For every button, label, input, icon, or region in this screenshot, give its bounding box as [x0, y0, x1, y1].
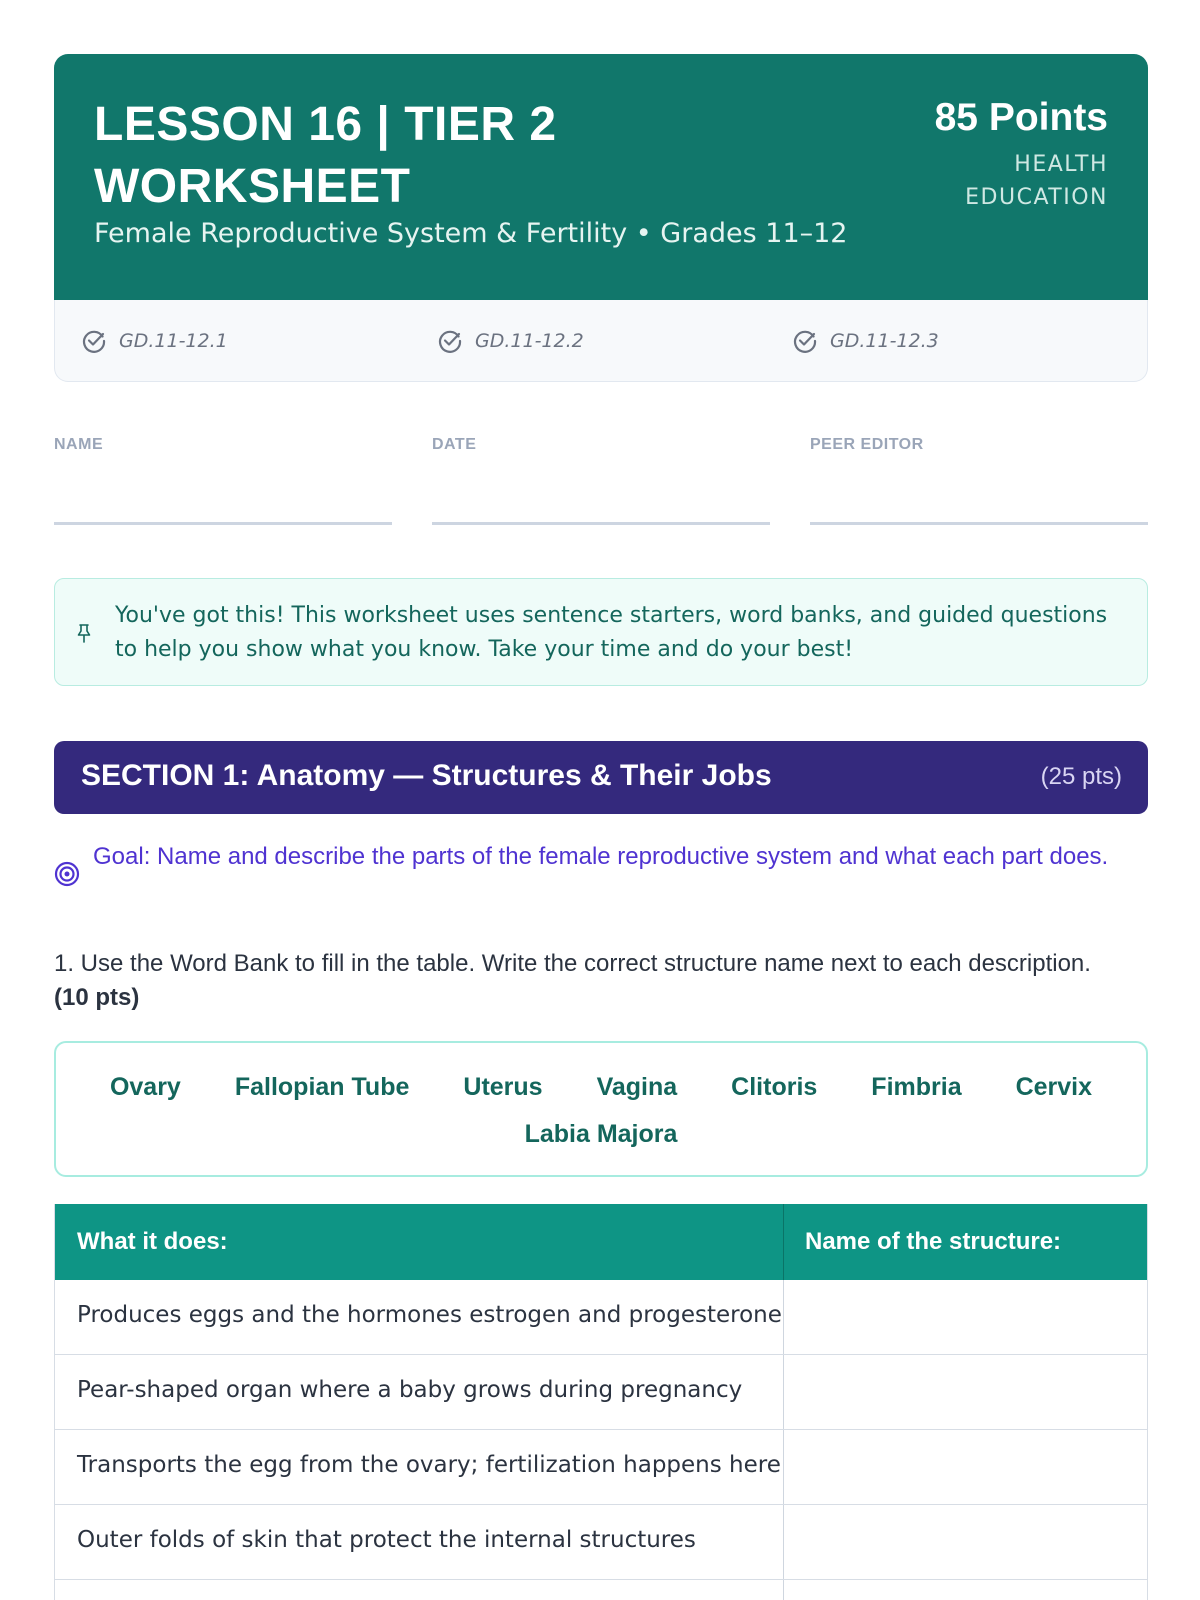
table-cell-description: Transports the egg from the ovary; fertilization happens here: [77, 1452, 781, 1478]
peer-editor-field[interactable]: [810, 436, 1148, 454]
table-cell-description: Outer folds of skin that protect the internal structures: [77, 1527, 696, 1553]
section-header: [54, 741, 1148, 814]
question-points: (10 pts): [54, 984, 140, 1011]
check-circle-icon: [792, 328, 818, 354]
check-circle-icon: [81, 328, 107, 354]
word-bank-term: Cervix: [1015, 1073, 1093, 1101]
table-cell-description: Pear-shaped organ where a baby grows during pregnancy: [77, 1377, 743, 1403]
standard-item: [437, 327, 584, 355]
answer-cell[interactable]: [783, 1580, 784, 1600]
table-row: [55, 1505, 1147, 1580]
total-points: 85 Points: [934, 96, 1108, 139]
standard-code: GD.11-12.1: [119, 330, 228, 352]
header-banner: [54, 54, 1148, 300]
answer-cell[interactable]: [783, 1355, 784, 1429]
date-line[interactable]: [432, 522, 770, 525]
standard-code: GD.11-12.3: [830, 330, 939, 352]
standard-item: [792, 327, 939, 355]
subject-label: HEALTH EDUCATION: [965, 152, 1108, 210]
page-subtitle: Female Reproductive System & Fertility • Grades 11–12: [94, 218, 848, 249]
page-title: LESSON 16 | TIER 2 WORKSHEET: [94, 98, 557, 213]
section-goal: Goal: Name and describe the parts of the female reproductive system and what each part does.: [93, 843, 1109, 870]
peer-editor-label: PEER EDITOR: [810, 436, 924, 453]
peer-editor-line[interactable]: [810, 522, 1148, 525]
table-row: [55, 1430, 1147, 1505]
table-row: [55, 1580, 1147, 1600]
word-bank-term: Fimbria: [871, 1073, 962, 1101]
word-bank-term: Uterus: [463, 1073, 543, 1101]
question-text: 1. Use the Word Bank to fill in the table. Write the correct structure name next to each description.: [54, 950, 1091, 977]
name-line[interactable]: [54, 522, 392, 525]
table-header: [55, 1204, 1147, 1280]
encouragement-box: [54, 578, 1148, 686]
answer-cell[interactable]: [783, 1280, 784, 1354]
word-bank-term: Vagina: [596, 1073, 678, 1101]
answer-cell[interactable]: [783, 1505, 784, 1579]
pin-icon: [77, 623, 91, 643]
name-field[interactable]: [54, 436, 392, 454]
section-points: (25 pts): [1040, 763, 1122, 790]
standard-code: GD.11-12.2: [475, 330, 584, 352]
word-bank-term: Clitoris: [731, 1073, 818, 1101]
name-label: NAME: [54, 436, 104, 453]
section-title: SECTION 1: Anatomy — Structures & Their Jobs: [81, 759, 772, 792]
check-circle-icon: [437, 328, 463, 354]
question-1: [54, 947, 1164, 1015]
structures-table: [54, 1204, 1148, 1600]
date-label: DATE: [432, 436, 477, 453]
word-bank-row: [56, 1120, 1146, 1149]
encouragement-text: You've got this! This worksheet uses sentence starters, word banks, and guided questions to help you show what you know. Take your time and do your best!: [115, 603, 1108, 662]
standard-item: [81, 327, 228, 355]
table-row: [55, 1355, 1147, 1430]
table-header-structure: Name of the structure:: [805, 1228, 1062, 1255]
standards-strip: [54, 300, 1148, 382]
word-bank-row: [56, 1073, 1146, 1102]
target-icon: [54, 861, 80, 887]
word-bank: [54, 1041, 1148, 1177]
table-row: [55, 1280, 1147, 1355]
table-header-description: What it does:: [77, 1228, 228, 1255]
word-bank-term: Labia Majora: [524, 1120, 678, 1148]
word-bank-term: Ovary: [109, 1073, 181, 1101]
date-field[interactable]: [432, 436, 770, 454]
column-divider: [783, 1204, 784, 1280]
table-cell-description: Produces eggs and the hormones estrogen and progesterone: [77, 1302, 782, 1328]
answer-cell[interactable]: [783, 1430, 784, 1504]
word-bank-term: Fallopian Tube: [234, 1073, 410, 1101]
